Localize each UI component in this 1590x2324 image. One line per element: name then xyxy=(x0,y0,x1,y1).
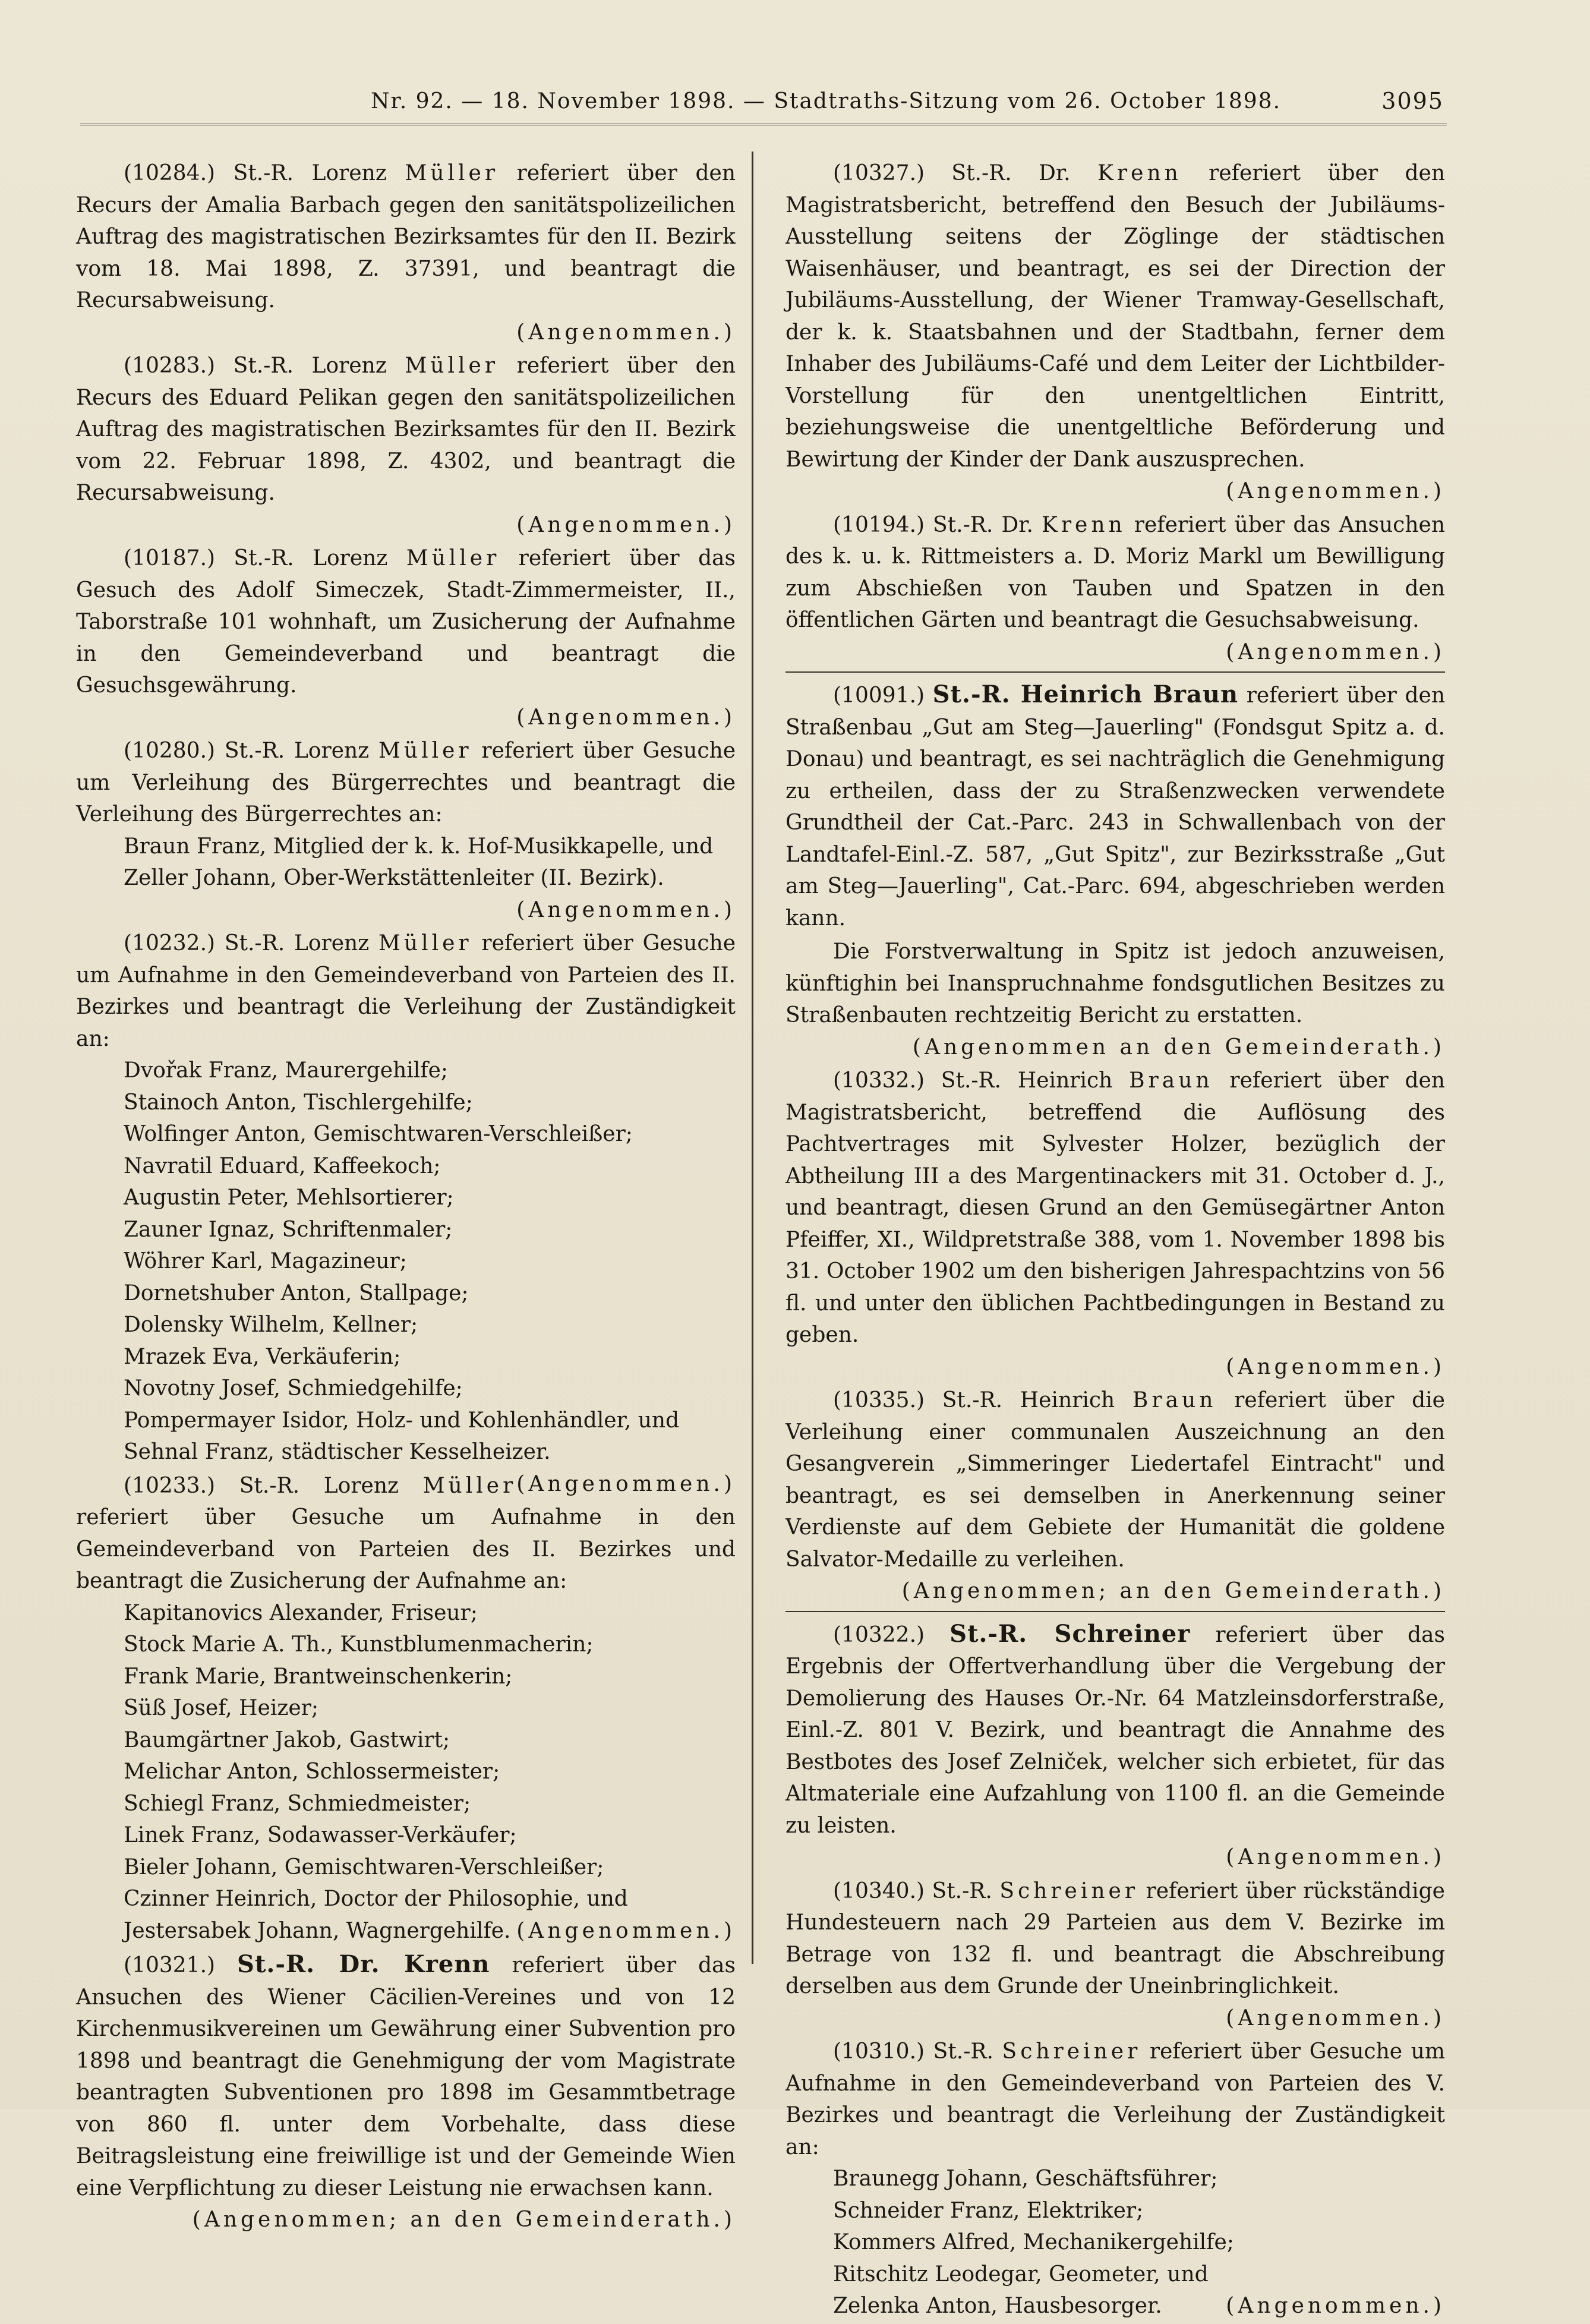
entry-text: referiert über den Straßenbau „Gut am Steg—Jauerling" (Fondsgut Spitz a. d. Donau) und beantragt, es sei nachträglich die Genehmigung zu ertheilen, dass der zu Straßenzwecken verwendete Grundtheil der Cat.-Parc. 243 in Schwallenbach von der Landtafel-Einl.-Z. 587, „Gut Spitz", zur Bezirksstraße „Gut am Steg—Jauerling", Cat.-Parc. 694, abgeschrieben werden kann. xyxy=(785,683,1446,931)
list-item: Ritschitz Leodegar, Geometer, und xyxy=(833,2262,1209,2287)
reporter-name: Müller xyxy=(405,161,499,185)
entry-result: (Angenommen.) xyxy=(516,512,736,537)
entry-text: referiert über den Recurs des Eduard Pelikan gegen den sanitätspolizeilichen Auftrag des magistratischen Bezirksamtes für den II. Bezirk vom 22. Februar 1898, Z. 4302, und beantragt die Recursabweisung. xyxy=(76,354,736,505)
list-item: Wöhrer Karl, Magazineur; xyxy=(124,1249,407,1273)
entry-10310 xyxy=(785,2036,1445,2322)
entry-10091 xyxy=(785,679,1445,934)
list-item: Zeller Johann, Ober-Werkstättenleiter (II. Bezirk). xyxy=(124,866,664,890)
entry-result: (Angenommen.) xyxy=(516,897,736,922)
entry-10332 xyxy=(785,1065,1445,1383)
list-item: Czinner Heinrich, Doctor der Philosophie, und xyxy=(124,1887,628,1911)
list-item xyxy=(76,1915,736,1947)
reporter-name: Braun xyxy=(1132,1388,1217,1412)
column-divider xyxy=(752,152,753,1964)
list-item: Baumgärtner Jakob, Gastwirt; xyxy=(124,1727,450,1752)
list-item xyxy=(785,2290,1445,2322)
list-item: Süß Josef, Heizer; xyxy=(124,1696,318,1720)
reporter-name: Müller xyxy=(422,1473,517,1498)
entry-result: (Angenommen.) xyxy=(516,1918,736,1943)
reporter-name: Müller xyxy=(405,354,499,378)
entry-10187 xyxy=(76,543,736,733)
entry-10194 xyxy=(785,509,1445,668)
reporter-name: Schreiner xyxy=(999,1878,1139,1903)
entry-10327 xyxy=(785,157,1445,507)
list-item: Dornetshuber Anton, Stallpage; xyxy=(124,1281,469,1306)
list-item: Frank Marie, Brantweinschenkerin; xyxy=(124,1664,513,1689)
entry-text: referiert über Gesuche um Aufnahme in den Gemeindeverband von Parteien des II. Bezirkes und beantragt die Zusicherung der Aufnahme an: xyxy=(76,1505,736,1593)
entry-text: referiert über Gesuche um Aufnahme in den Gemeindeverband von Parteien des V. Bezirkes und beantragt die Verleihung der Zuständigkeit an: xyxy=(785,2039,1445,2159)
left-column xyxy=(76,157,736,2238)
entry-text: referiert über Gesuche um Verleihung des Bürgerrechtes und beantragt die Verleihung des Bürgerrechtes an: xyxy=(76,739,736,827)
list-item: Pompermayer Isidor, Holz- und Kohlenhändler, und xyxy=(124,1408,680,1433)
list-item: Dvořak Franz, Maurergehilfe; xyxy=(124,1058,449,1083)
entry-text: referiert über rückständige Hundesteuern nach 29 Parteien aus dem V. Bezirke im Betrage von 132 fl. und beantragt die Abschreibung derselben aus dem Grunde der Uneinbringlichkeit. xyxy=(785,1878,1445,1998)
reporter-name: Müller xyxy=(378,931,472,956)
entry-10284 xyxy=(76,157,736,348)
entry-text: referiert über das Ansuchen des Wiener Cäcilien-Vereines und von 12 Kirchenmusikvereinen um Gewährung einer Subvention pro 1898 und beantragt die Genehmigung der vom Magistrate beantragten Subventionen pro 1898 im Gesammtbetrage von 860 fl. unter dem Vorbehalte, dass diese Beitragsleistung eine freiwillige ist und der Gemeinde Wien eine Verpflichtung zu dieser Leistung nie erwachsen kann. xyxy=(76,1953,736,2200)
entry-result: (Angenommen; an den Gemeinderath.) xyxy=(192,2208,736,2232)
reporter-name: St.-R. Schreiner xyxy=(949,1619,1191,1648)
entry-number: (10233.) St.-R. Lorenz xyxy=(124,1473,399,1498)
entry-result: (Angenommen.) xyxy=(1226,1354,1445,1379)
entry-text: referiert über den Recurs der Amalia Barbach gegen den sanitätspolizeilichen Auftrag des magistratischen Bezirksamtes für den II. Bezirk vom 18. Mai 1898, Z. 37391, und beantragt die Recursabweisung. xyxy=(76,161,736,313)
reporter-name: St.-R. Dr. Krenn xyxy=(237,1950,490,1978)
section-rule xyxy=(785,1611,1445,1612)
entry-result: (Angenommen.) xyxy=(1226,1845,1445,1869)
entry-number: (10091.) xyxy=(833,683,925,708)
list-item: Stock Marie A. Th., Kunstblumenmacherin; xyxy=(124,1632,594,1657)
list-item: Augustin Peter, Mehlsortierer; xyxy=(124,1185,454,1210)
reporter-name: St.-R. Heinrich Braun xyxy=(932,680,1239,708)
list-item: Schneider Franz, Elektriker; xyxy=(833,2198,1144,2223)
entry-number: (10310.) St.-R. xyxy=(833,2039,993,2064)
entry-number: (10332.) St.-R. Heinrich xyxy=(833,1068,1113,1093)
list-item: Bieler Johann, Gemischtwaren-Verschleißer; xyxy=(124,1855,604,1880)
page-header xyxy=(83,83,1444,119)
entry-number: (10284.) St.-R. Lorenz xyxy=(124,161,387,185)
entry-result: (Angenommen.) xyxy=(1226,479,1445,503)
entry-result: (Angenommen an den Gemeinderath.) xyxy=(912,1035,1445,1059)
entry-10280 xyxy=(76,735,736,926)
entry-text: referiert über den Magistratsbericht, betreffend den Besuch der Jubiläums-Ausstellung seitens der Zöglinge der städtischen Waisenhäuser, und beantragt, es sei der Direction der Jubiläums-Ausstellung, der Wiener Tramway-Gesellschaft, der k. k. Staatsbahnen und der Stadtbahn, ferner dem Inhaber des Jubiläums-Café und dem Leiter der Lichtbilder-Vorstellung für den unentgeltlichen Eintritt, beziehungsweise die unentgeltliche Beförderung und Bewirtung der Kinder der Dank auszusprechen. xyxy=(785,161,1446,472)
entry-text: referiert über das Ergebnis der Offertverhandlung über die Vergebung der Demolierung des Hauses Or.-Nr. 64 Matzleinsdorferstraße, Einl.-Z. 801 V. Bezirk, und beantragt die Annahme des Bestbotes des Josef Zelniček, welcher sich erbietet, für das Altmateriale eine Aufzahlung von 1100 fl. an die Gemeinde zu leisten. xyxy=(785,1622,1445,1838)
entry-10321 xyxy=(76,1948,736,2236)
entry-number: (10194.) St.-R. Dr. xyxy=(833,512,1033,537)
entry-result: (Angenommen.) xyxy=(516,705,736,730)
list-item-text: Jestersabek Johann, Wagnergehilfe. xyxy=(124,1918,511,1943)
page-number: 3095 xyxy=(1381,88,1444,114)
entry-text: Die Forstverwaltung in Spitz ist jedoch anzuweisen, künftighin bei Inanspruchnahme fondsgutlichen Besitzes zu Straßenbauten rechtzeitig Bericht zu erstatten. xyxy=(785,939,1445,1027)
entry-result: (Angenommen.) xyxy=(516,320,736,345)
entry-text: referiert über das Ansuchen des k. u. k. Rittmeisters a. D. Moriz Markl um Bewilligung zum Abschießen von Tauben und Spatzen in den öffentlichen Gärten und beantragt die Gesuchsabweisung. xyxy=(785,512,1445,632)
entry-result: (Angenommen; an den Gemeinderath.) xyxy=(901,1579,1445,1603)
header-rule xyxy=(80,124,1447,131)
entry-10283 xyxy=(76,350,736,541)
reporter-name: Braun xyxy=(1129,1068,1213,1093)
list-item: Novotny Josef, Schmiedgehilfe; xyxy=(124,1376,463,1401)
entry-10233 xyxy=(76,1470,736,1947)
right-column xyxy=(785,157,1445,2324)
entry-number: (10187.) St.-R. Lorenz xyxy=(124,546,388,570)
reporter-name: Müller xyxy=(406,546,500,570)
list-item: Stainoch Anton, Tischlergehilfe; xyxy=(124,1090,473,1115)
entry-number: (10327.) St.-R. Dr. xyxy=(833,161,1071,185)
list-item: Linek Franz, Sodawasser-Verkäufer; xyxy=(124,1823,517,1847)
entry-result: (Angenommen.) xyxy=(1226,639,1445,664)
entry-number: (10321.) xyxy=(124,1953,216,1978)
entry-number: (10232.) St.-R. Lorenz xyxy=(124,931,370,956)
reporter-name: Krenn xyxy=(1097,161,1182,185)
list-item: Dolensky Wilhelm, Kellner; xyxy=(124,1313,418,1337)
entry-number: (10283.) St.-R. Lorenz xyxy=(124,354,387,378)
entry-10091-cont xyxy=(785,936,1445,1063)
entry-number: (10340.) St.-R. xyxy=(833,1878,992,1903)
entry-number: (10280.) St.-R. Lorenz xyxy=(124,739,370,763)
entry-result: (Angenommen.) xyxy=(1226,2005,1445,2030)
list-item: Navratil Eduard, Kaffeekoch; xyxy=(124,1153,441,1178)
list-item: Braunegg Johann, Geschäftsführer; xyxy=(833,2167,1218,2191)
reporter-name: Schreiner xyxy=(1002,2039,1141,2064)
header-title: Nr. 92. — 18. November 1898. — Stadtraths-Sitzung vom 26. October 1898. xyxy=(370,89,1282,113)
list-item-text: Sehnal Franz, städtischer Kesselheizer. xyxy=(124,1440,551,1464)
entry-text: referiert über die Verleihung einer communalen Auszeichnung an den Gesangverein „Simmeringer Liedertafel Eintracht" und beantragt, es sei demselben in Anerkennung seiner Verdienste auf dem Gebiete der Humanität die goldene Salvator-Medaille zu verleihen. xyxy=(785,1388,1445,1572)
list-item-text: Zelenka Anton, Hausbesorger. xyxy=(833,2294,1162,2318)
entry-text: referiert über das Gesuch des Adolf Simeczek, Stadt-Zimmermeister, II., Taborstraße 101 wohnhaft, um Zusicherung der Aufnahme in den Gemeindeverband und beantragt die Gesuchsgewährung. xyxy=(76,546,736,698)
entry-result: (Angenommen.) xyxy=(1226,2294,1445,2318)
entry-text: referiert über den Magistratsbericht, betreffend die Auflösung des Pachtvertrages mit Sylvester Holzer, bezüglich der Abtheilung III a des Margentinackers mit 31. October d. J., und beantragt, diesen Grund an den Gemüsegärtner Anton Pfeiffer, XI., Wildpretstraße 388, vom 1. November 1898 bis 31. October 1902 um den bisherigen Jahrespachtzins von 56 fl. und unter den üblichen Pachtbedingungen in Bestand zu geben. xyxy=(785,1068,1445,1347)
section-rule xyxy=(785,671,1445,673)
list-item: Kapitanovics Alexander, Friseur; xyxy=(124,1600,478,1625)
list-item: Mrazek Eva, Verkäuferin; xyxy=(124,1344,401,1369)
entry-10322 xyxy=(785,1618,1445,1874)
entry-10340 xyxy=(785,1875,1445,2035)
list-item: Braun Franz, Mitglied der k. k. Hof-Musikkapelle, und xyxy=(124,834,714,859)
entry-number: (10322.) xyxy=(833,1622,925,1647)
list-item: Zauner Ignaz, Schriftenmaler; xyxy=(124,1217,453,1242)
entry-result: (Angenommen.) xyxy=(516,1471,736,1496)
list-item: Schiegl Franz, Schmiedmeister; xyxy=(124,1791,471,1816)
entry-10335 xyxy=(785,1385,1445,1607)
reporter-name: Müller xyxy=(378,739,472,763)
list-item: Melichar Anton, Schlossermeister; xyxy=(124,1759,500,1784)
list-item: Wolfinger Anton, Gemischtwaren-Verschleißer; xyxy=(124,1122,633,1146)
entry-text: referiert über Gesuche um Aufnahme in den Gemeindeverband von Parteien des II. Bezirkes und beantragt die Verleihung der Zuständigkeit an: xyxy=(76,931,736,1051)
entry-number: (10335.) St.-R. Heinrich xyxy=(833,1388,1115,1412)
list-item: Kommers Alfred, Mechanikergehilfe; xyxy=(833,2230,1234,2254)
reporter-name: Krenn xyxy=(1041,512,1126,537)
